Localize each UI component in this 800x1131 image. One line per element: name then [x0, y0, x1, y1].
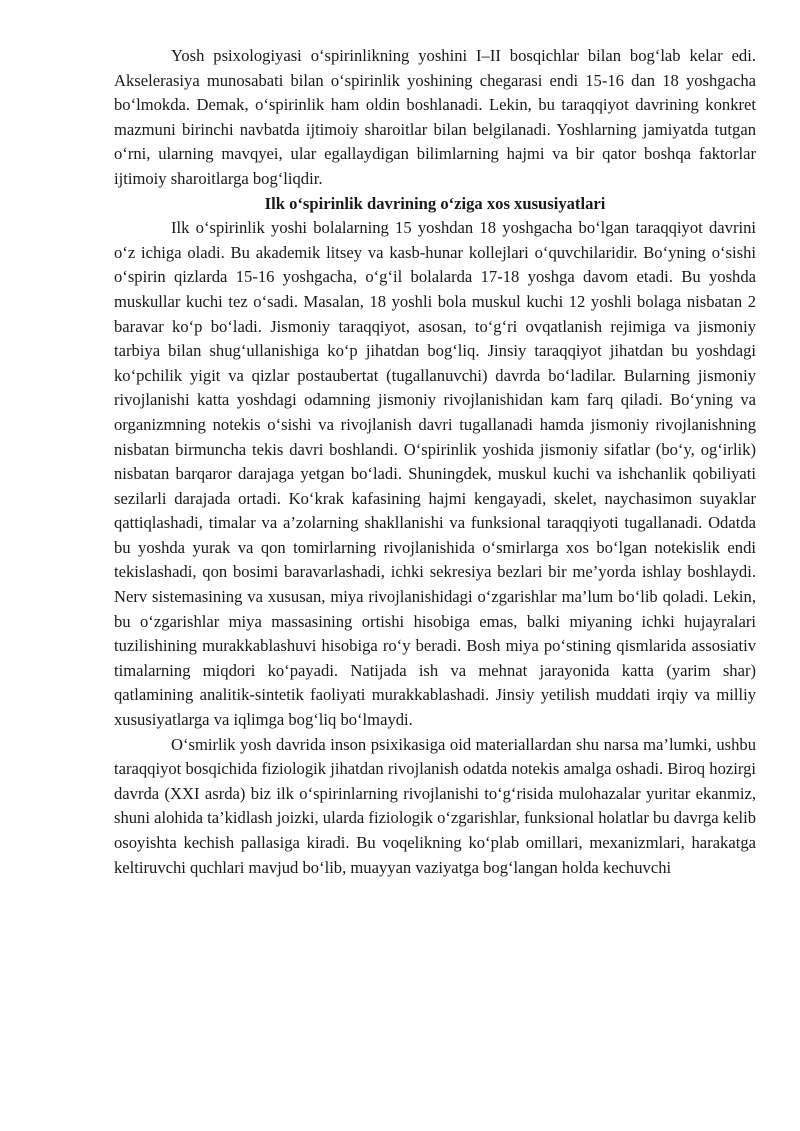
paragraph-intro: Yosh psixologiyasi oʻspirinlikning yoshini I–II bosqichlar bilan bogʻlab kelar edi. Akselerasiya munosabati bilan oʻspirinlik yoshining chegarasi endi 15-16 dan 18 yoshgacha boʻlmokda. Demak, oʻspirinlik ham oldin boshlanadi. Lekin, bu taraqqiyot davrining konkret mazmuni birinchi navbatda ijtimoiy sharoitlar bilan belgilanadi. Yoshlarning jamiyatda tutgan oʻrni, ularning mavqyei, ular egallaydigan bilimlarning hajmi va bir qator boshqa faktorlar ijtimoiy sharoitlarga bogʻliqdir.: [114, 46, 756, 188]
document-page: [114, 44, 756, 880]
paragraph-physical-development: Ilk oʻspirinlik yoshi bolalarning 15 yoshdan 18 yoshgacha boʻlgan taraqqiyot davrini oʻz ichiga oladi. Bu akademik litsey va kasb-hunar kollejlari oʻquvchilaridir. Boʻyning oʻsishi oʻspirin qizlarda 15-16 yoshgacha, oʻgʻil bolalarda 17-18 yoshga davom etadi. Bu yoshda muskullar kuchi tez oʻsadi. Masalan, 18 yoshli bola muskul kuchi 12 yoshli bolaga nisbatan 2 baravar koʻp boʻladi. Jismoniy taraqqiyot, asosan, toʻgʻri ovqatlanish rejimiga va jismoniy tarbiya bilan shugʻullanishiga koʻp jihatdan bogʻliq. Jinsiy taraqqiyot jihatdan bu yoshdagi koʻpchilik yigit va qizlar postaubertat (tugallanuvchi) davrda boʻladilar. Bularning jismoniy rivojlanishi katta yoshdagi odamning jismoniy rivojlanishidan kam farq qiladi. Boʻyning va organizmning notekis oʻsishi va rivojlanish davri tugallanadi hamda jismoniy rivojlanishning nisbatan birmuncha tekis davri boshlandi. Oʻspirinlik yoshida jismoniy sifatlar (boʻy, ogʻirlik) nisbatan barqaror darajaga yetgan boʻladi. Shuningdek, muskul kuchi va ishchanlik qobiliyati sezilarli darajada ortadi. Koʻkrak kafasining hajmi kengayadi, skelet, naychasimon suyaklar qattiqlashadi, timalar va a’zolarning shakllanishi va funksional taraqqiyoti tugallanadi. Odatda bu yoshda yurak va qon tomirlarning rivojlanishida oʻsmirlarga xos boʻlgan notekislik endi tekislashadi, qon bosimi baravarlashadi, ichki sekresiya bezlari bir me’yorda ishlay boshlaydi. Nerv sistemasining va xususan, miya rivojlanishidagi oʻzgarishlar ma’lum boʻlib qoladi. Lekin, bu oʻzgarishlar miya massasining ortishi hisobiga emas, balki miyaning ichki hujayralari tuzilishining murakkablashuvi hisobiga roʻy beradi. Bosh miya poʻstining qismlarida assosiativ timalarning miqdori koʻpayadi. Natijada ish va mehnat jarayonida katta (yarim shar) qatlamining analitik-sintetik faoliyati murakkablashadi. Jinsiy yetilish muddati irqiy va milliy xususiyatlarga va iqlimga bogʻliq boʻlmaydi.: [114, 218, 756, 730]
paragraph-psychology: Oʻsmirlik yosh davrida inson psixikasiga oid materiallardan shu narsa ma’lumki, ushbu taraqqiyot bosqichida fiziologik jihatdan rivojlanish odatda notekis amalga oshadi. Biroq hozirgi davrda (XXI asrda) biz ilk oʻspirinlarning rivojlanishi toʻgʻrisida mulohazalar yuritar ekanmiz, shuni alohida ta’kidlash joizki, ularda fiziologik oʻzgarishlar, funksional holatlar bu davrga kelib osoyishta kechish pallasiga kiradi. Bu voqelikning koʻplab omillari, mexanizmlari, harakatga keltiruvchi quchlari mavjud boʻlib, muayyan vaziyatga bogʻlangan holda kechuvchi: [114, 734, 756, 877]
section-heading: Ilk oʻspirinlik davrining oʻziga xos xususiyatlari: [264, 193, 606, 213]
